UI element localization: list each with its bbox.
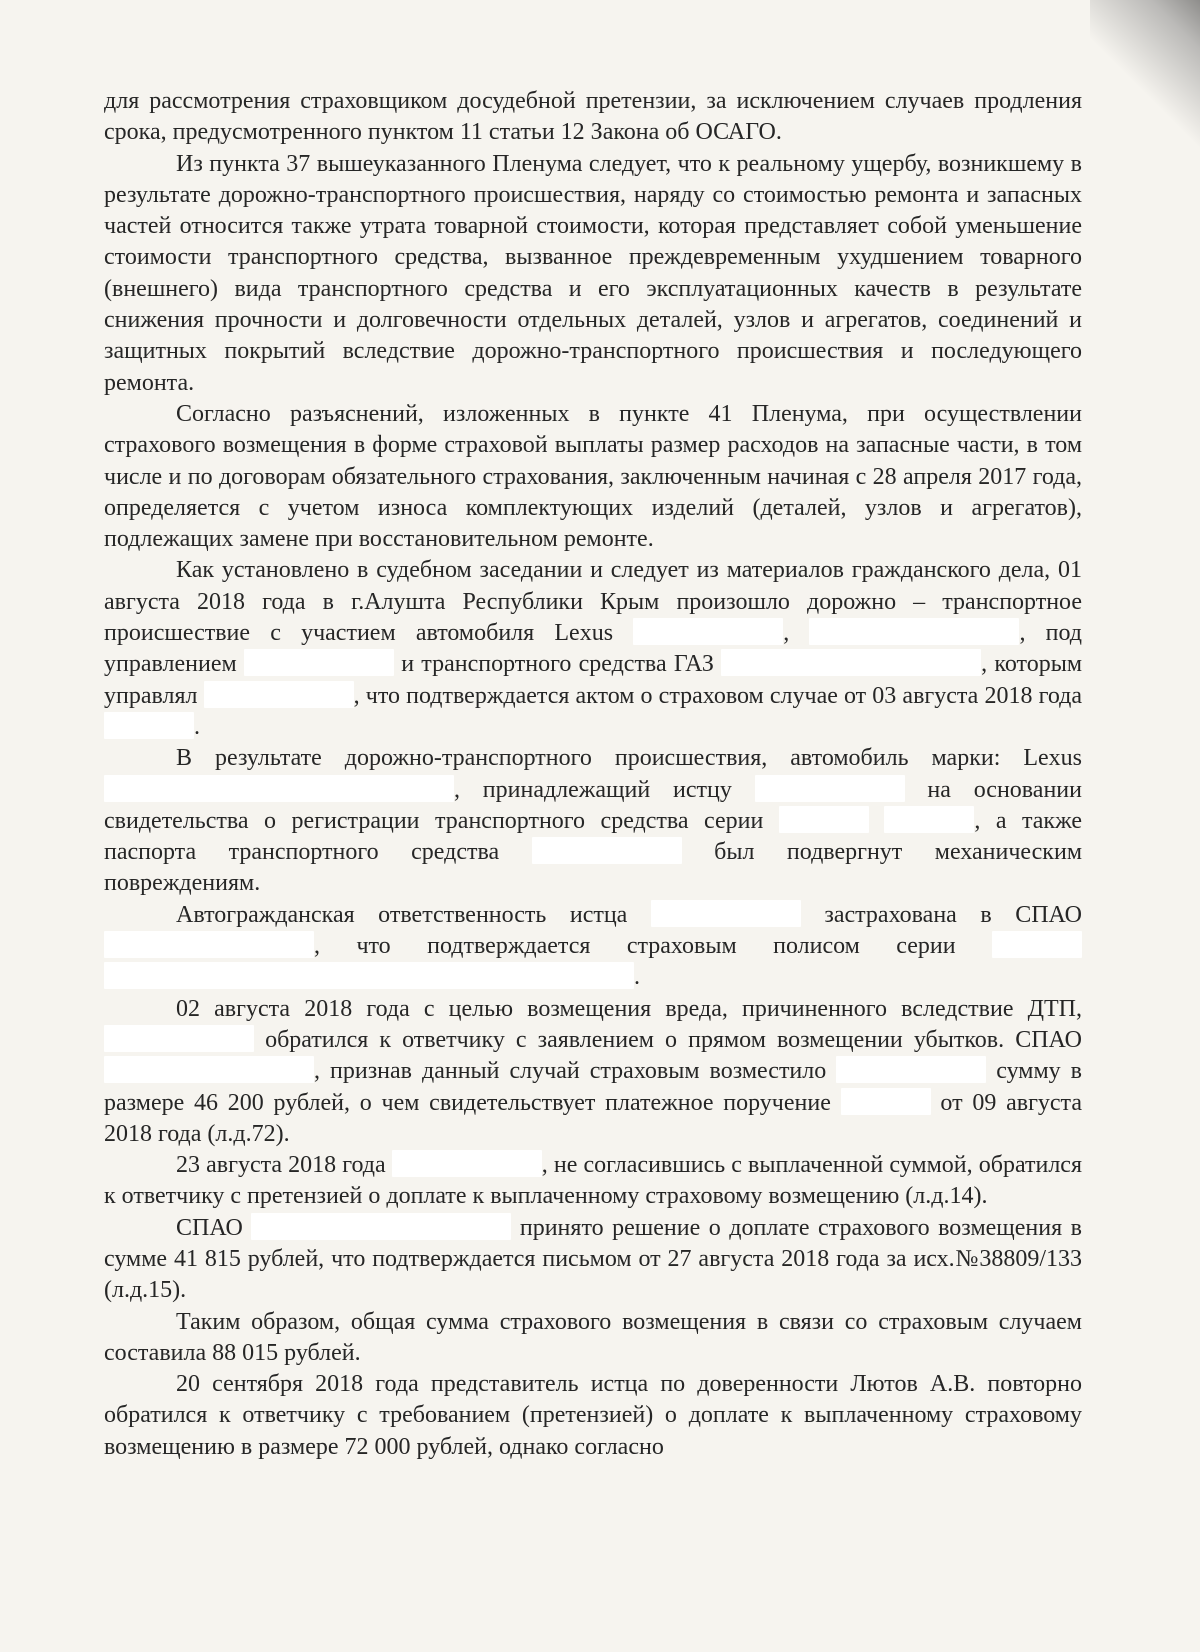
- paragraph-text: на основании свидетельства о регистрации транспортного средства серии: [104, 776, 1082, 834]
- paragraph-text: Таким образом, общая сумма страхового возмещения в связи со страховым случаем составила 88 015 рублей.: [104, 1308, 1082, 1366]
- paragraph-text: 02 августа 2018 года с целью возмещения вреда, причиненного вследствие ДТП,: [176, 995, 1082, 1022]
- redaction-block: [841, 1088, 931, 1115]
- paragraph-text: Как установлено в судебном заседании и следует из материалов гражданского дела, 01 августа 2018 года в г.Алушта Республики Крым произошло дорожно – транспортное происшествие с участием автомобиля Lexus: [104, 557, 1082, 647]
- redaction-block: [721, 649, 981, 676]
- paragraph-text: Согласно разъяснений, изложенных в пункте 41 Пленума, при осуществлении страхового возмещения в форме страховой выплаты размер расходов на запасные части, в том числе и по договорам обязательного страхования, заключенным начиная с 28 апреля 2017 года, определяется с учетом износа комплектующих изделий (деталей, узлов и агрегатов), подлежащих замене при восстановительном ремонте.: [104, 400, 1082, 553]
- redaction-block: [809, 618, 1019, 645]
- paragraph-text: ,: [783, 620, 810, 647]
- paragraph: [104, 1213, 1082, 1307]
- paragraph: [104, 994, 1082, 1150]
- paragraph-text: .: [634, 964, 640, 991]
- redaction-block: [104, 962, 634, 989]
- paragraph: [104, 1307, 1082, 1370]
- redaction-block: [779, 806, 869, 833]
- redaction-block: [884, 806, 974, 833]
- paragraph-text: , не согласившись с выплаченной суммой, обратился к ответчику с претензией о доплате к выплаченному страховому возмещению (л.д.14).: [104, 1152, 1082, 1210]
- paragraph: [104, 900, 1082, 994]
- redaction-block: [651, 900, 801, 927]
- paragraph-text: , которым управлял: [104, 651, 1083, 709]
- paragraph-text: СПАО: [176, 1214, 252, 1241]
- paragraph: [104, 555, 1082, 743]
- paragraph-text: для рассмотрения страховщиком досудебной претензии, за исключением случаев продления срока, предусмотренного пунктом 11 статьи 12 Закона об ОСАГО.: [104, 88, 1082, 146]
- redaction-block: [104, 1056, 314, 1083]
- document-body: [104, 86, 1082, 1463]
- paragraph-text: и транспортного средства ГАЗ: [393, 651, 722, 678]
- paragraph-text: , признав данный случай страховым возместило: [314, 1058, 837, 1085]
- redaction-block: [992, 931, 1082, 958]
- paragraph: [104, 399, 1082, 555]
- scan-shadow-corner: [1090, 0, 1200, 160]
- paragraph-text: , под управлением: [104, 620, 1082, 678]
- paragraph-text: принято решение о доплате страхового возмещения в сумме 41 815 рублей, что подтверждается письмом от 27 августа 2018 года за исх.№38809/133 (л.д.15).: [104, 1214, 1083, 1304]
- paragraph-text: Автогражданская ответственность истца: [176, 901, 651, 928]
- redaction-block: [104, 931, 314, 958]
- paragraph-text: 20 сентября 2018 года представитель истца по доверенности Лютов А.В. повторно обратился к ответчику с требованием (претензией) о доплате к выплаченному страховому возмещению в размере 72 000 рублей, однако согласно: [104, 1371, 1082, 1460]
- paragraph-text: , что подтверждается страховым полисом серии: [314, 933, 992, 960]
- paragraph-text: 23 августа 2018 года: [176, 1152, 392, 1179]
- paragraph-text: , принадлежащий истцу: [454, 776, 755, 803]
- paragraph-text: застрахована в СПАО: [800, 901, 1082, 928]
- paragraph-text: , а также паспорта транспортного средства: [104, 807, 1082, 866]
- redaction-block: [104, 775, 454, 802]
- paragraph: [104, 1150, 1082, 1213]
- redaction-block: [836, 1056, 986, 1083]
- paragraph-text: [869, 808, 885, 834]
- paragraph-text: обратился к ответчику с заявлением о прямом возмещении убытков. СПАО: [254, 1026, 1082, 1053]
- paragraph: [104, 743, 1082, 899]
- paragraph: [104, 149, 1082, 399]
- redaction-block: [532, 837, 682, 864]
- paragraph-text: Из пункта 37 вышеуказанного Пленума следует, что к реальному ущербу, возникшему в результате дорожно-транспортного происшествия, наряду со стоимостью ремонта и запасных частей относится также утрата товарной стоимости, которая представляет собой уменьшение стоимости транспортного средства, вызванное преждевременным ухудшением товарного (внешнего) вида транспортного средства и его эксплуатационных качеств в результате снижения прочности и долговечности отдельных деталей, узлов и агрегатов, соединений и защитных покрытий вследствие дорожно-транспортного происшествия и последующего ремонта.: [104, 150, 1082, 396]
- paragraph-text: был подвергнут механическим повреждениям.: [104, 839, 1082, 897]
- paragraph: [104, 86, 1082, 149]
- paragraph-text: , что подтверждается актом о страховом случае от 03 августа 2018 года: [353, 682, 1082, 709]
- redaction-block: [204, 681, 354, 708]
- paragraph: [104, 1369, 1082, 1463]
- paragraph-text: .: [194, 713, 200, 740]
- redaction-block: [104, 712, 194, 739]
- redaction-block: [251, 1213, 511, 1240]
- redaction-block: [633, 618, 783, 645]
- paragraph-text: сумму в размере 46 200 рублей, о чем свидетельствует платежное поручение: [104, 1058, 1082, 1116]
- paragraph-text: от 09 августа 2018 года (л.д.72).: [104, 1089, 1082, 1147]
- redaction-block: [755, 775, 905, 802]
- paragraph-text: В результате дорожно-транспортного происшествия, автомобиль марки: Lexus: [176, 745, 1082, 772]
- redaction-block: [244, 649, 394, 676]
- redaction-block: [392, 1150, 542, 1177]
- redaction-block: [104, 1025, 254, 1052]
